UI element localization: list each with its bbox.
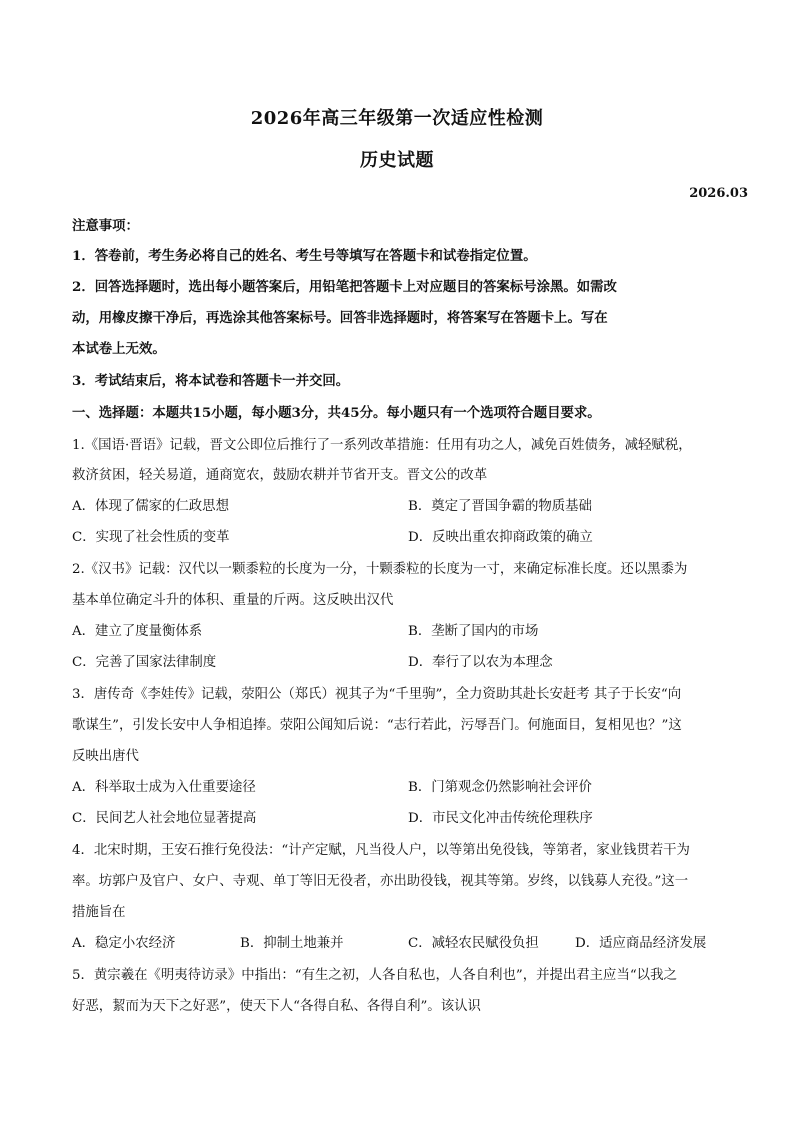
option-a: A．稳定小农经济 bbox=[72, 936, 176, 951]
notice-item: 3．考试结束后，将本试卷和答题卡一并交回。 bbox=[72, 373, 350, 389]
option-a: A．建立了度量衡体系 bbox=[72, 624, 203, 639]
option-b: B．垄断了国内的市场 bbox=[408, 624, 539, 639]
option-d: D．适应商品经济发展 bbox=[575, 936, 707, 951]
option-b: B．奠定了晋国争霸的物质基础 bbox=[408, 499, 592, 514]
option-c: C．完善了国家法律制度 bbox=[72, 655, 217, 670]
question-stem: 救济贫困，轻关易道，通商宽农，鼓励农耕并节省开支。晋文公的改革 bbox=[72, 468, 488, 483]
notice-item: 2．回答选择题时，选出每小题答案后，用铅笔把答题卡上对应题目的答案标号涂黑。如需改 bbox=[72, 279, 617, 295]
option-a: A．体现了儒家的仁政思想 bbox=[72, 499, 229, 514]
notice-item: 动，用橡皮擦干净后，再选涂其他答案标号。回答非选择题时，将答案写在答题卡上。写在 bbox=[72, 310, 608, 326]
option-d: D．市民文化冲击传统伦理秩序 bbox=[408, 811, 593, 826]
option-b: B．抑制土地兼并 bbox=[240, 936, 344, 951]
notice-heading: 注意事项： bbox=[72, 218, 139, 234]
option-c: C．实现了社会性质的变革 bbox=[72, 530, 230, 545]
option-b: B．门第观念仍然影响社会评价 bbox=[408, 780, 592, 795]
question-stem: 1.《国语·晋语》记载，晋文公即位后推行了一系列改革措施：任用有功之人，减免百姓债务，减轻赋税， bbox=[72, 438, 692, 453]
option-c: C．民间艺人社会地位显著提高 bbox=[72, 811, 257, 826]
question-stem: 基本单位确定斗升的体积、重量的斤两。这反映出汉代 bbox=[72, 593, 394, 608]
question-stem: 好恶，絜而为天下之好恶”，使天下人“各得自私、各得自利”。该认识 bbox=[72, 999, 481, 1014]
notice-item: 本试卷上无效。 bbox=[72, 341, 166, 357]
question-stem: 5．黄宗羲在《明夷待访录》中指出：“有生之初，人各自私也，人各自利也”，并提出君主应当“以我之 bbox=[72, 968, 677, 983]
question-stem: 2.《汉书》记载：汉代以一颗黍粒的长度为一分，十颗黍粒的长度为一寸，来确定标准长度。还以黑黍为 bbox=[72, 562, 688, 577]
option-a: A．科举取士成为入仕重要途径 bbox=[72, 780, 256, 795]
question-stem: 措施旨在 bbox=[72, 905, 126, 920]
question-stem: 歌谋生”，引发长安中人争相追捧。荥阳公闻知后说：“志行若此，污辱吾门。何施面目，复相见也？”这 bbox=[72, 718, 682, 733]
notice-item: 1．答卷前，考生务必将自己的姓名、考生号等填写在答题卡和试卷指定位置。 bbox=[72, 248, 537, 264]
section-heading: 一、选择题：本题共15小题，每小题3分，共45分。每小题只有一个选项符合题目要求。 bbox=[72, 405, 601, 421]
question-stem: 3．唐传奇《李娃传》记载，荥阳公（郑氏）视其子为“千里驹”，全力资助其赴长安赶考 其子于长安“向 bbox=[72, 687, 682, 702]
option-c: C．减轻农民赋役负担 bbox=[408, 936, 539, 951]
exam-date: 2026.03 bbox=[689, 186, 748, 201]
option-d: D．奉行了以农为本理念 bbox=[408, 655, 553, 670]
question-stem: 率。坊郭户及官户、女户、寺观、单丁等旧无役者，亦出助役钱，视其等第。岁终，以钱募人充役。”这一 bbox=[72, 874, 689, 889]
question-stem: 4．北宋时期，王安石推行免役法：“计产定赋，凡当役人户，以等第出免役钱，等第者，家业钱贯若干为 bbox=[72, 843, 690, 858]
option-d: D．反映出重农抑商政策的确立 bbox=[408, 530, 593, 545]
question-stem: 反映出唐代 bbox=[72, 749, 139, 764]
exam-title: 2026年高三年级第一次适应性检测 bbox=[250, 108, 544, 129]
subject-title: 历史试题 bbox=[360, 150, 434, 171]
